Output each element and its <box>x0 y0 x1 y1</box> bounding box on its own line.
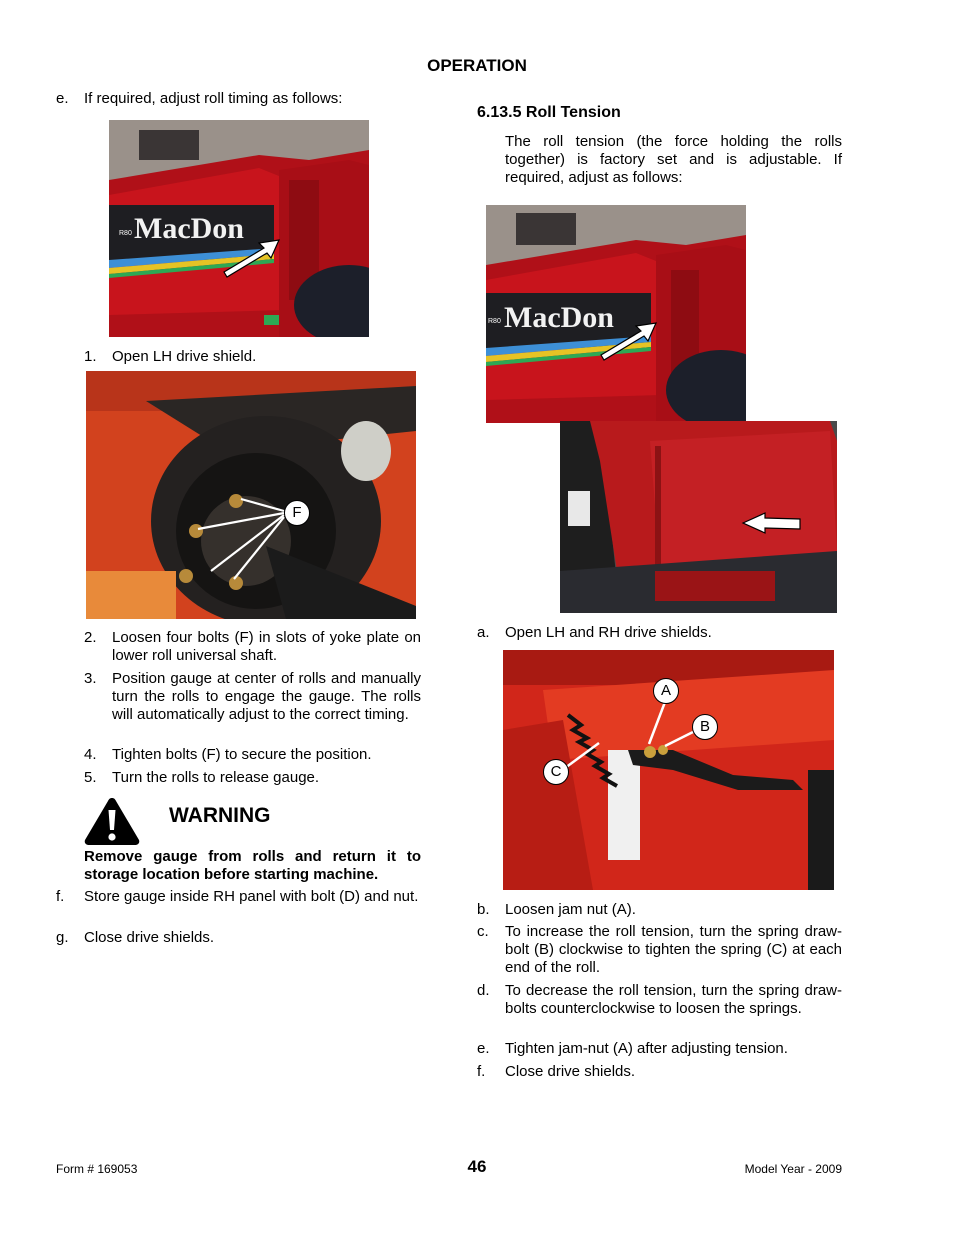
step-marker-f-left: f. <box>56 888 65 905</box>
photo1-right-model-text: R80 <box>488 318 501 325</box>
section-title: 6.13.5 Roll Tension <box>477 104 621 121</box>
footer-model-year: Model Year - 2009 <box>744 1162 842 1176</box>
callout-A: A <box>653 678 679 704</box>
step-marker-3: 3. <box>84 670 97 687</box>
step-marker-1: 1. <box>84 348 97 365</box>
callout-C: C <box>543 759 569 785</box>
warning-title: WARNING <box>169 804 271 827</box>
step-marker-b: b. <box>477 901 490 918</box>
photo-rh-drive-shield <box>560 421 837 613</box>
step-text-f-left: Store gauge inside RH panel with bolt (D) and nut. <box>84 888 419 905</box>
step-marker-2: 2. <box>84 629 97 646</box>
step-text-e-right: Tighten jam-nut (A) after adjusting tension. <box>505 1040 788 1057</box>
photo1-logo-text: MacDon <box>134 212 244 245</box>
warning-triangle-icon <box>83 796 141 846</box>
step-text-1: Open LH drive shield. <box>112 348 257 365</box>
step-text-a: Open LH and RH drive shields. <box>505 624 712 641</box>
photo-machine-shield-right <box>486 205 746 423</box>
step-text-3: Position gauge at center of rolls and manually turn the rolls to engage the gauge. The rolls will automatically adjust to the correct timing. <box>112 670 421 723</box>
step-text-g: Close drive shields. <box>84 929 215 946</box>
photo1-right-logo-text: MacDon <box>504 301 614 334</box>
step-text-f-right: Close drive shields. <box>505 1063 636 1080</box>
step-marker-d: d. <box>477 982 490 999</box>
step-text-c: To increase the roll tension, turn the spring draw-bolt (B) clockwise to tighten the spring (C) at each end of the roll. <box>505 923 842 976</box>
step-marker-e-right: e. <box>477 1040 490 1057</box>
photo-pulley-bolts <box>86 371 416 619</box>
step-text-d: To decrease the roll tension, turn the spring draw-bolts counterclockwise to loosen the springs. <box>505 982 842 1017</box>
step-marker-a: a. <box>477 624 490 641</box>
step-marker-f-right: f. <box>477 1063 486 1080</box>
footer-form-number: Form # 169053 <box>56 1162 138 1176</box>
step-marker-c: c. <box>477 923 489 940</box>
step-marker-5: 5. <box>84 769 97 786</box>
page-number: 46 <box>467 1157 487 1176</box>
section-intro: The roll tension (the force holding the rolls together) is factory set and is adjustable. If required, adjust as follows: <box>505 133 842 186</box>
page-header: OPERATION <box>427 56 527 75</box>
step-marker-e: e. <box>56 90 69 107</box>
step-text-e: If required, adjust roll timing as follows: <box>84 90 343 107</box>
callout-F: F <box>284 500 310 526</box>
callout-B: B <box>692 714 718 740</box>
photo1-model-text: R80 <box>119 230 132 237</box>
step-text-4: Tighten bolts (F) to secure the position. <box>112 746 372 763</box>
step-text-5: Turn the rolls to release gauge. <box>112 769 320 786</box>
step-text-b: Loosen jam nut (A). <box>505 901 636 918</box>
step-marker-4: 4. <box>84 746 97 763</box>
step-marker-g: g. <box>56 929 69 946</box>
photo-machine-lh-shield <box>109 120 369 337</box>
photo-spring-tension <box>503 650 834 890</box>
warning-text: Remove gauge from rolls and return it to storage location before starting machine. <box>84 848 421 883</box>
step-text-2: Loosen four bolts (F) in slots of yoke plate on lower roll universal shaft. <box>112 629 421 664</box>
